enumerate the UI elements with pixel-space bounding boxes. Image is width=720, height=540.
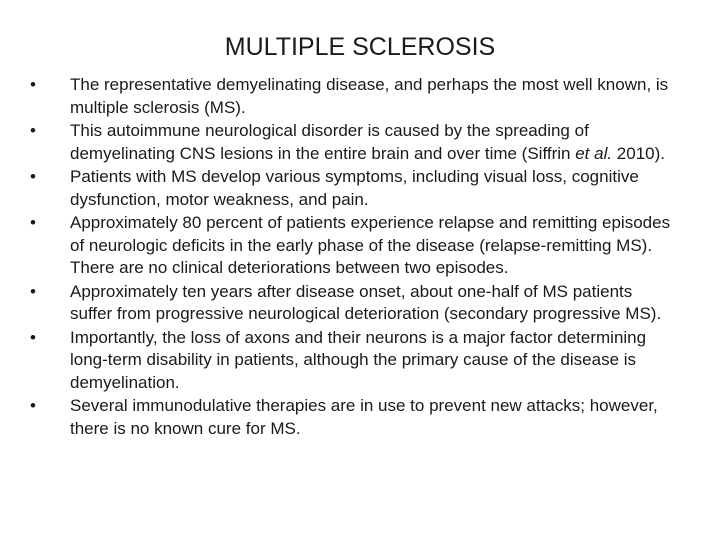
bullet-item bbox=[28, 74, 678, 119]
bullet-list bbox=[28, 74, 678, 441]
bullet-text bbox=[70, 121, 665, 163]
bullet-text: Importantly, the loss of axons and their neurons is a major factor determining long-term disability in patients, although the primary cause of the disease is demyelination. bbox=[70, 327, 647, 392]
bullet-text: Several immunodulative therapies are in use to prevent new attacks; however, there is no known cure for MS. bbox=[70, 396, 658, 438]
bullet-item bbox=[28, 327, 678, 395]
bullet-item bbox=[28, 166, 678, 211]
slide-title: MULTIPLE SCLEROSIS bbox=[224, 33, 496, 61]
bullet-text: Approximately ten years after disease onset, about one-half of MS patients suffer from progressive neurological deterioration (secondary progressive MS). bbox=[70, 281, 662, 323]
bullet-item bbox=[28, 212, 678, 280]
bullet-item bbox=[28, 120, 678, 165]
bullet-item bbox=[28, 281, 678, 326]
bullet-text: Approximately 80 percent of patients experience relapse and remitting episodes of neurologic deficits in the early phase of the disease (relapse-remitting MS). There are no clinical deteriorations between two episodes. bbox=[70, 213, 671, 277]
bullet-text-italic: et al. bbox=[575, 143, 613, 163]
bullet-marker: • bbox=[30, 327, 36, 347]
bullet-marker: • bbox=[30, 281, 36, 301]
bullet-marker: • bbox=[30, 75, 36, 94]
bullet-text-start: This autoimmune neurological disorder is caused by the spreading of demyelinating CNS lesions in the entire brain and over time (Siffrin bbox=[70, 121, 589, 163]
bullet-text-end: 2010). bbox=[612, 143, 666, 163]
bullet-item bbox=[28, 395, 678, 440]
bullet-marker: • bbox=[30, 396, 36, 415]
bullet-marker: • bbox=[30, 167, 36, 186]
bullet-text: Patients with MS develop various symptoms, including visual loss, cognitive dysfunction, motor weakness, and pain. bbox=[70, 167, 639, 209]
bullet-text: The representative demyelinating disease, and perhaps the most well known, is multiple sclerosis (MS). bbox=[70, 75, 669, 117]
bullet-marker: • bbox=[30, 213, 36, 232]
bullet-marker: • bbox=[30, 121, 36, 140]
